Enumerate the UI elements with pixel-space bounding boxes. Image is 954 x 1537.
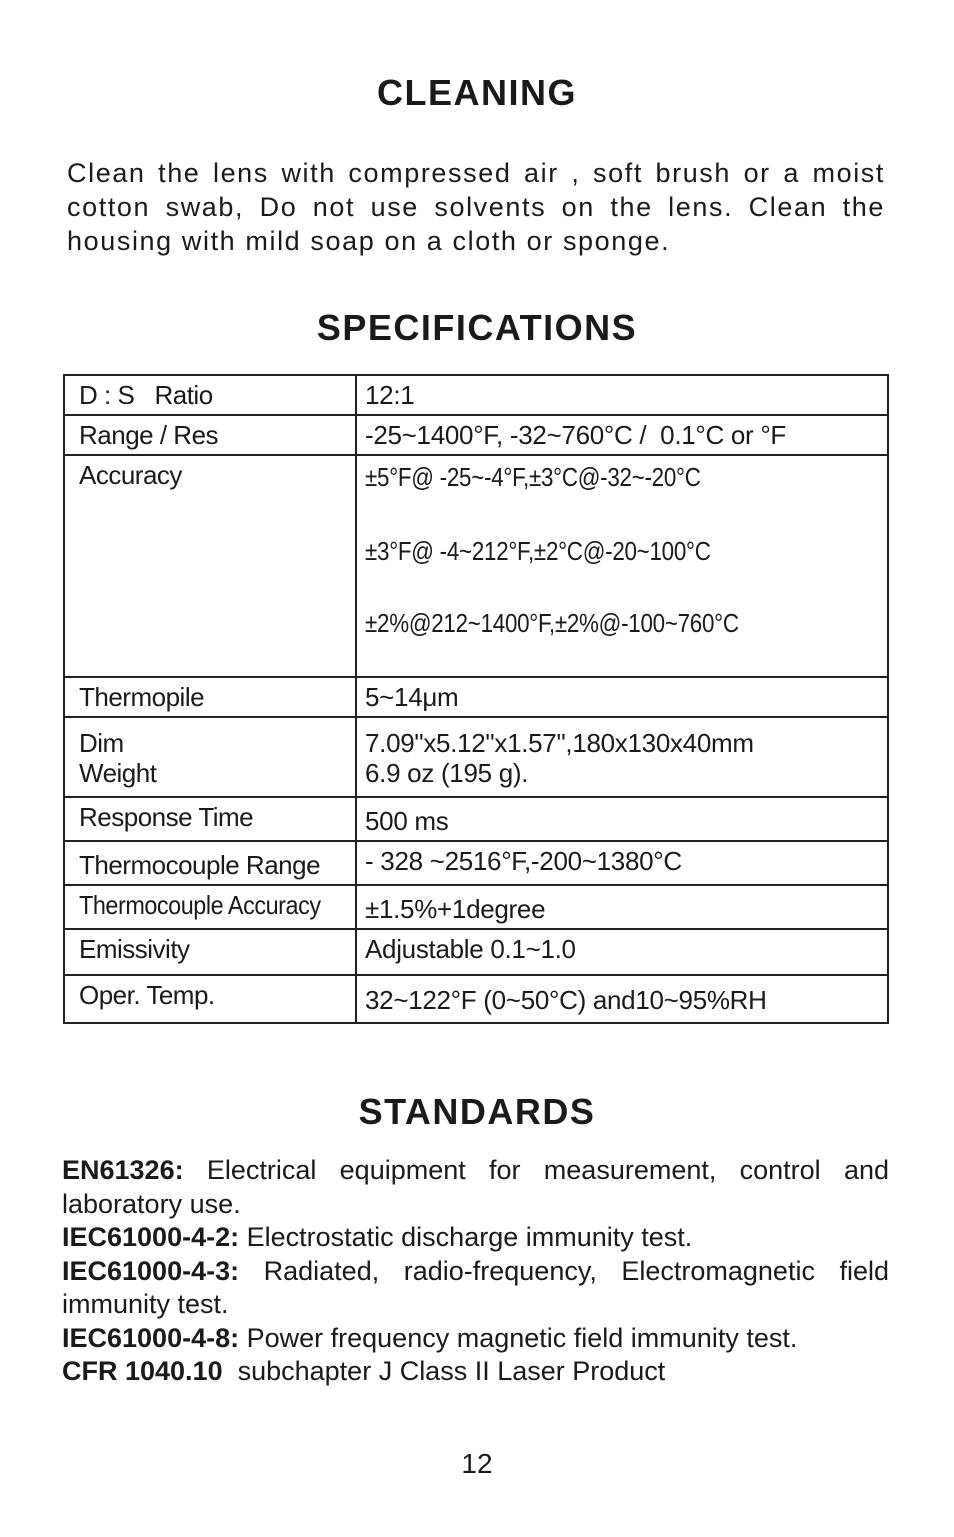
standard-text: Power frequency magnetic field immunity test. — [239, 1322, 798, 1353]
specifications-heading: SPECIFICATIONS — [316, 307, 638, 348]
spec-value: 6.9 oz (195 g). — [365, 758, 529, 788]
spec-label: Range / Res — [64, 415, 356, 455]
standard-text: Electrostatic discharge immunity test. — [239, 1222, 693, 1252]
spec-row-oper-temp — [64, 975, 888, 1023]
accuracy-line: ±2%@212~1400°F,±2%@-100~760°C — [365, 608, 739, 638]
cleaning-heading: CLEANING — [377, 72, 577, 113]
spec-label: Thermocouple Range — [64, 841, 356, 885]
spec-row-ds-ratio — [64, 375, 888, 415]
standard-code: CFR 1040.10 — [62, 1356, 223, 1386]
spec-row-dim-weight — [64, 717, 888, 797]
standard-item — [62, 1255, 889, 1322]
spec-value: 7.09"x5.12"x1.57",180x130x40mm — [365, 728, 754, 758]
standards-heading: STANDARDS — [358, 1091, 596, 1132]
standard-code: EN61326: — [62, 1155, 184, 1185]
standard-item — [62, 1355, 889, 1389]
spec-value: ±1.5%+1degree — [356, 885, 888, 929]
standard-item — [62, 1154, 889, 1221]
standard-code: IEC61000-4-8: — [62, 1322, 240, 1353]
standard-code: IEC61000-4-3: — [62, 1255, 240, 1286]
spec-row-thermopile — [64, 677, 888, 717]
spec-row-thermocouple-range — [64, 841, 888, 885]
spec-value: -25~1400°F, -32~760°C / 0.1°C or °F — [356, 415, 888, 455]
spec-label: Thermocouple Accuracy — [64, 885, 356, 929]
spec-label: D : S Ratio — [64, 375, 356, 415]
spec-value: 12:1 — [356, 375, 888, 415]
standard-code: IEC61000-4-2: — [62, 1222, 240, 1252]
spec-row-range-res — [64, 415, 888, 455]
spec-value: 5~14μm — [356, 677, 888, 717]
spec-label: Accuracy — [64, 455, 356, 677]
standard-text: Radiated, radio-frequency, Electromagnetic field immunity test. — [62, 1255, 889, 1319]
specifications-table — [63, 374, 889, 1024]
spec-row-thermocouple-accuracy — [64, 885, 888, 929]
spec-label: Oper. Temp. — [64, 975, 356, 1023]
standard-text: Electrical equipment for measurement, control and laboratory use. — [62, 1155, 889, 1219]
spec-label: Dim — [79, 728, 124, 758]
spec-value: 32~122°F (0~50°C) and10~95%RH — [356, 975, 888, 1023]
spec-row-emissivity — [64, 929, 888, 975]
spec-row-response-time — [64, 797, 888, 841]
spec-value-group — [356, 455, 888, 677]
cleaning-paragraph: Clean the lens with compressed air , soft brush or a moist cotton swab, Do not use solvents on the lens. Clean the housing with mild soap on a cloth or sponge. — [67, 158, 885, 256]
spec-row-accuracy — [64, 455, 888, 677]
spec-label: Thermopile — [64, 677, 356, 717]
standards-list — [62, 1154, 889, 1389]
spec-value: 500 ms — [356, 797, 888, 841]
spec-value: - 328 ~2516°F,-200~1380°C — [356, 841, 888, 885]
spec-label: Weight — [79, 758, 157, 788]
standard-text: subchapter J Class II Laser Product — [222, 1356, 666, 1386]
standard-item — [62, 1322, 889, 1356]
standard-item — [62, 1221, 889, 1255]
page-number: 12 — [461, 1448, 493, 1479]
spec-value: Adjustable 0.1~1.0 — [356, 929, 888, 975]
spec-label: Emissivity — [64, 929, 356, 975]
spec-value-group — [356, 717, 888, 797]
spec-label-group — [64, 717, 356, 797]
accuracy-line: ±5°F@ -25~-4°F,±3°C@-32~-20°C — [365, 462, 701, 492]
accuracy-line: ±3°F@ -4~212°F,±2°C@-20~100°C — [365, 536, 711, 566]
spec-label: Response Time — [64, 797, 356, 841]
